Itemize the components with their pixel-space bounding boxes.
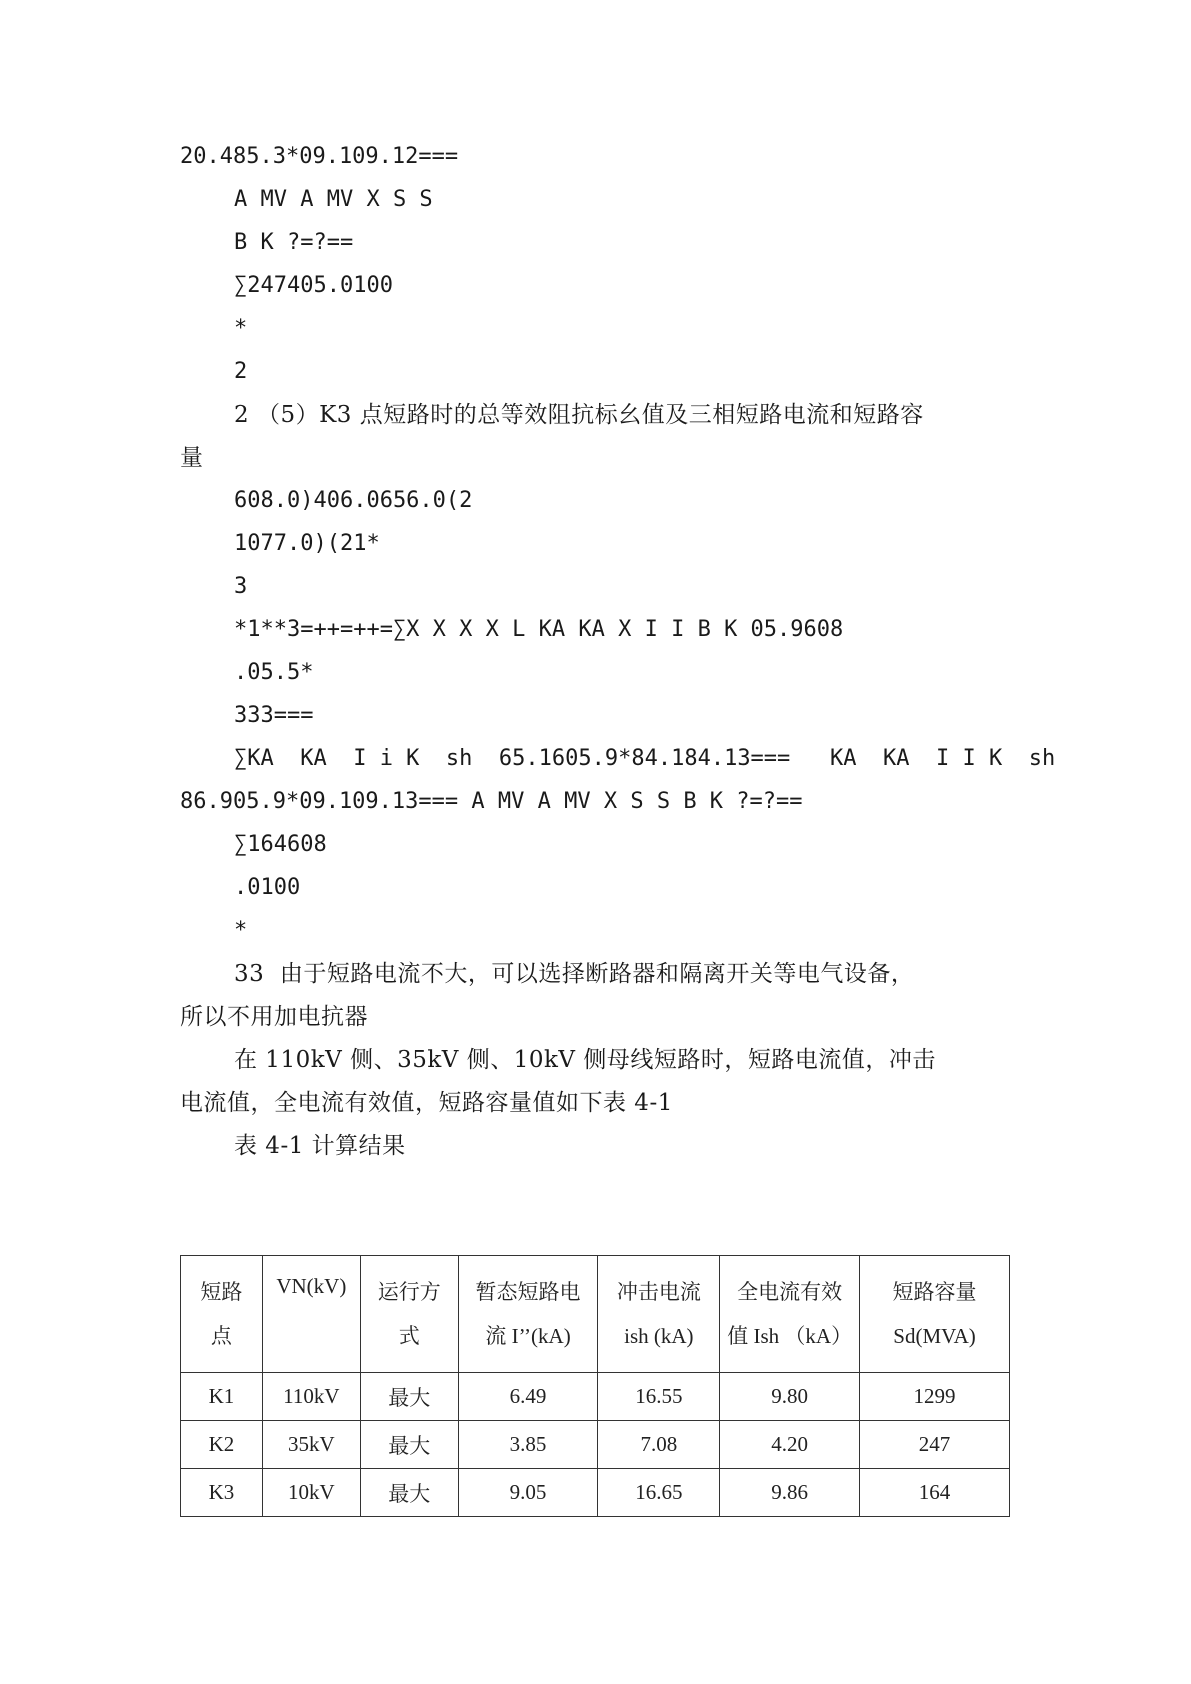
text-line: 3 [234, 574, 248, 599]
table-cell: K2 [181, 1421, 263, 1469]
table-cell: 247 [860, 1421, 1010, 1469]
table-cell: K3 [181, 1469, 263, 1517]
table-header-row [181, 1256, 1010, 1373]
header-cell: 短路 点 [181, 1256, 263, 1373]
text-line: 333=== [234, 703, 314, 728]
header-cell: 短路容量 Sd(MVA) [860, 1256, 1010, 1373]
table-row [181, 1373, 1010, 1421]
text-line: * [234, 316, 248, 341]
text-line: B K ?=?== [234, 230, 354, 255]
text-line: 所以不用加电抗器 [180, 1004, 368, 1030]
text-line: 20.485.3*09.109.12=== [180, 144, 459, 169]
table-cell: 164 [860, 1469, 1010, 1517]
text-line: 86.905.9*09.109.13=== A MV A MV X S S B K ?=?== [180, 789, 803, 814]
table-cell: 4.20 [720, 1421, 860, 1469]
table-cell: 10kV [262, 1469, 360, 1517]
table-row [181, 1421, 1010, 1469]
text-line: 在 110kV 侧、35kV 侧、10kV 侧母线短路时，短路电流值，冲击 [234, 1047, 936, 1073]
results-table [180, 1255, 1010, 1517]
table-cell: 35kV [262, 1421, 360, 1469]
text-line: 608.0)406.0656.0(2 [234, 488, 473, 513]
table-cell: 9.86 [720, 1469, 860, 1517]
text-line: ∑164608 [234, 832, 327, 857]
table-cell: K1 [181, 1373, 263, 1421]
table-cell: 110kV [262, 1373, 360, 1421]
table-cell: 16.55 [598, 1373, 720, 1421]
table-cell: 6.49 [458, 1373, 598, 1421]
table-cell: 7.08 [598, 1421, 720, 1469]
table-cell: 最大 [360, 1469, 458, 1517]
text-line: *1**3=++=++=∑X X X X L KA KA X I I B K 05.9608 [234, 617, 844, 642]
header-cell: VN(kV) [262, 1256, 360, 1373]
table-row [181, 1469, 1010, 1517]
table-cell: 最大 [360, 1421, 458, 1469]
table-cell: 3.85 [458, 1421, 598, 1469]
header-cell: 全电流有效 值 Ish （kA） [720, 1256, 860, 1373]
text-line: 1077.0)(21* [234, 531, 380, 556]
text-line: .05.5* [234, 660, 314, 685]
table-cell: 9.05 [458, 1469, 598, 1517]
table-cell: 最大 [360, 1373, 458, 1421]
table-cell: 9.80 [720, 1373, 860, 1421]
text-line: .0100 [234, 875, 301, 900]
text-line: 2 （5）K3 点短路时的总等效阻抗标幺值及三相短路电流和短路容 [234, 402, 924, 428]
text-line: ∑247405.0100 [234, 273, 393, 298]
table-cell: 16.65 [598, 1469, 720, 1517]
text-line: A MV A MV X S S [234, 187, 433, 212]
text-line: 电流值，全电流有效值，短路容量值如下表 4-1 [180, 1090, 673, 1116]
text-line: ∑KA KA I i K sh 65.1605.9*84.184.13=== KA KA I I K sh [234, 746, 1056, 771]
header-cell: 运行方 式 [360, 1256, 458, 1373]
header-cell: 冲击电流 ish (kA) [598, 1256, 720, 1373]
text-line: * [234, 918, 248, 943]
text-line: 2 [234, 359, 248, 384]
table-cell: 1299 [860, 1373, 1010, 1421]
table-caption: 表 4-1 计算结果 [234, 1133, 406, 1159]
text-line: 33 由于短路电流不大，可以选择断路器和隔离开关等电气设备， [234, 961, 915, 987]
header-cell: 暂态短路电 流 I’’(kA) [458, 1256, 598, 1373]
text-line: 量 [180, 445, 204, 471]
